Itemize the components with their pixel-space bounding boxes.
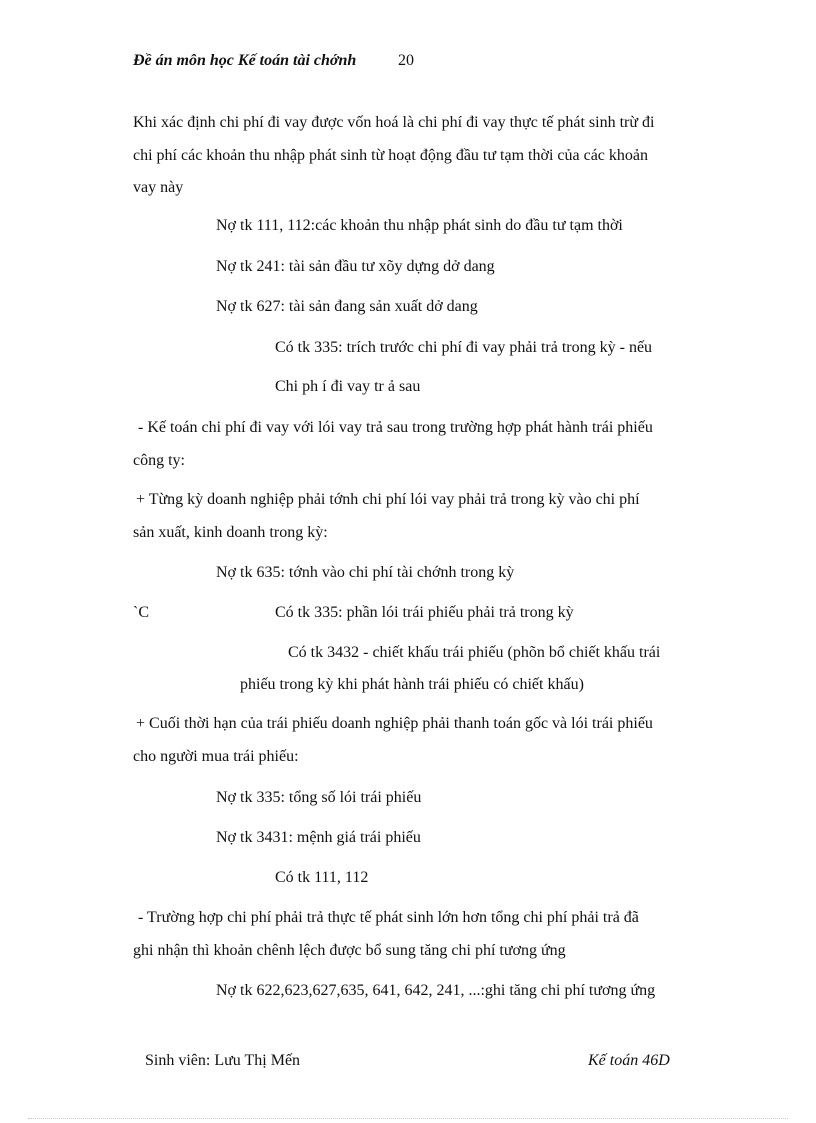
body-line: Nợ tk 622,623,627,635, 641, 642, 241, ...:ghi tăng chi phí tương ứng (216, 982, 656, 999)
body-line: - Trường hợp chi phí phải trả thực tế phát sinh lớn hơn tổng chi phí phải trả đã (138, 909, 639, 926)
stray-mark: `C (133, 604, 149, 621)
body-line: công ty: (133, 452, 185, 469)
body-line: ghi nhận thì khoản chênh lệch được bổ sung tăng chi phí tương ứng (133, 942, 566, 959)
body-line: vay này (133, 179, 184, 196)
body-line: Nợ tk 111, 112:các khoản thu nhập phát sinh do đầu tư tạm thời (216, 217, 623, 234)
body-line: sản xuất, kinh doanh trong kỳ: (133, 524, 328, 541)
body-line: Nợ tk 335: tổng số lói trái phiếu (216, 789, 422, 806)
body-line: Nợ tk 627: tài sản đang sản xuất dở dang (216, 298, 478, 315)
body-line: Nợ tk 3431: mệnh giá trái phiếu (216, 829, 421, 846)
body-line: Có tk 3432 - chiết khấu trái phiếu (phõn bổ chiết khấu trái (288, 644, 661, 661)
body-line: cho người mua trái phiếu: (133, 748, 299, 765)
body-line: - Kế toán chi phí đi vay với lói vay trả sau trong trường hợp phát hành trái phiếu (138, 419, 653, 436)
body-line: Có tk 111, 112 (275, 869, 369, 886)
footer-class: Kế toán 46D (588, 1052, 670, 1069)
body-line: Nợ tk 241: tài sản đầu tư xõy dựng dở dang (216, 258, 495, 275)
footer-student: Sinh viên: Lưu Thị Mến (145, 1052, 301, 1069)
body-line: Có tk 335: trích trước chi phí đi vay phải trả trong kỳ - nếu (275, 339, 653, 356)
body-line: + Từng kỳ doanh nghiệp phải tớnh chi phí lói vay phải trả trong kỳ vào chi phí (136, 491, 640, 508)
body-line: Khi xác định chi phí đi vay được vốn hoá là chi phí đi vay thực tế phát sinh trừ đi (133, 114, 655, 131)
page-number: 20 (398, 52, 414, 69)
body-line: Có tk 335: phần lói trái phiếu phải trả trong kỳ (275, 604, 574, 621)
body-line: Chi ph í đi vay tr ả sau (275, 378, 421, 395)
body-line: phiếu trong kỳ khi phát hành trái phiếu có chiết khấu) (240, 676, 584, 693)
body-line: chi phí các khoản thu nhập phát sinh từ hoạt động đầu tư tạm thời của các khoản (133, 147, 648, 164)
page-bottom-rule (28, 1118, 788, 1119)
body-line: Nợ tk 635: tớnh vào chi phí tài chớnh trong kỳ (216, 564, 515, 581)
header-title: Đề án môn học Kế toán tài chớnh (133, 52, 357, 69)
body-line: + Cuối thời hạn của trái phiếu doanh nghiệp phải thanh toán gốc và lói trái phiếu (136, 715, 653, 732)
